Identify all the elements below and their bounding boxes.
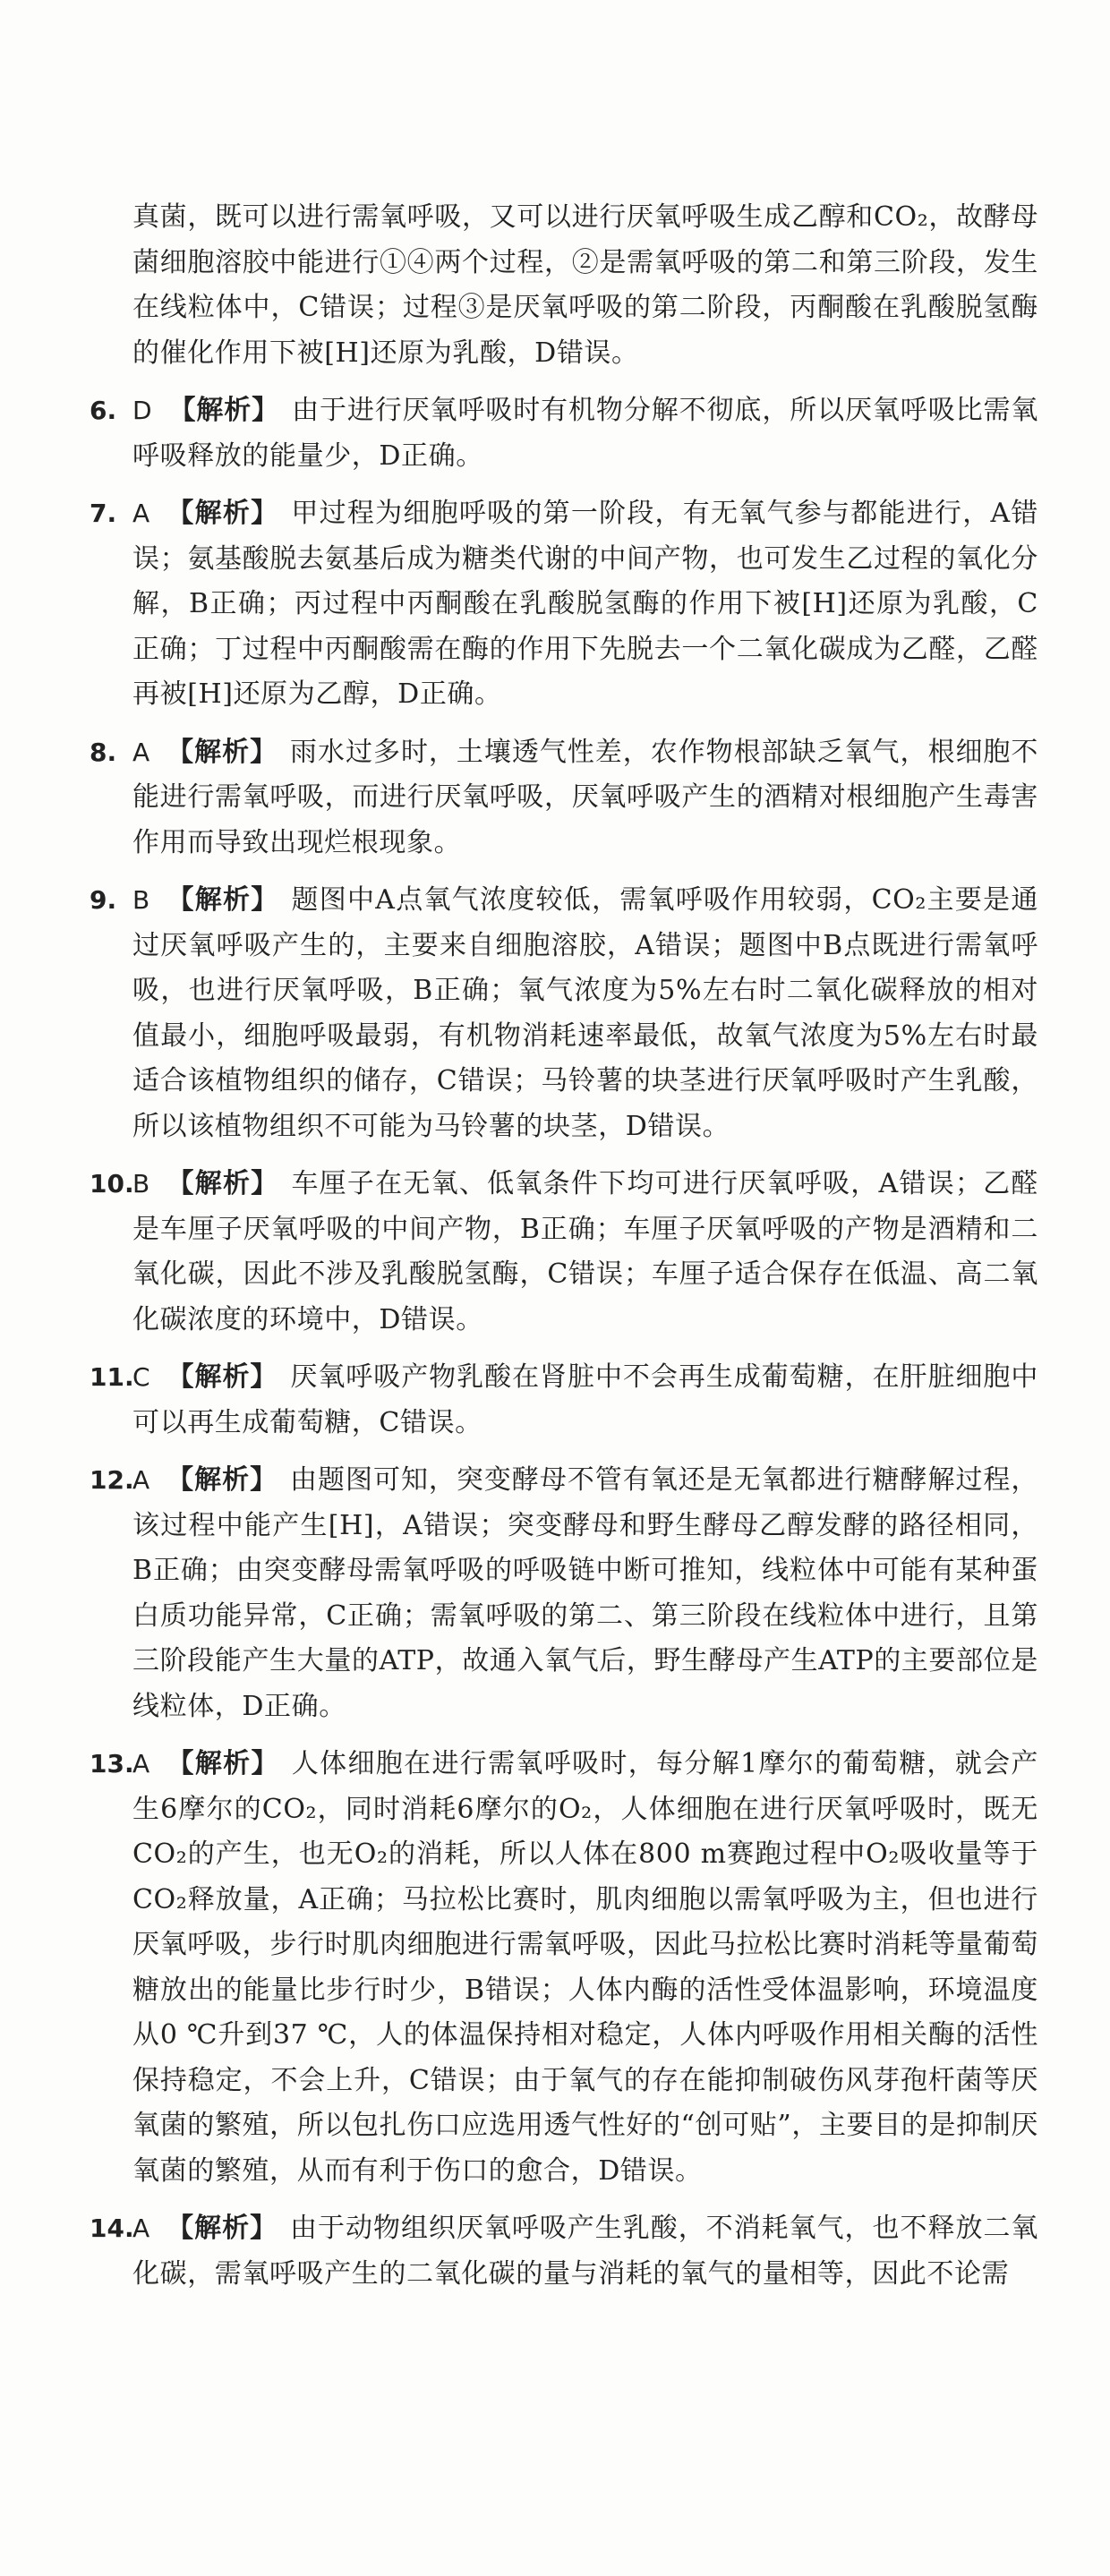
answer-item-12 (90, 1458, 1038, 1729)
analysis-text: 题图中A点氧气浓度较低，需氧呼吸作用较弱，CO₂主要是通过厌氧呼吸产生的，主要来自细胞溶胶，A错误；题图中B点既进行需氧呼吸，也进行厌氧呼吸，B正确；氧气浓度为5%左右时二氧化碳释放的相对值最小，细胞呼吸最弱，有机物消耗速率最低，故氧气浓度为5%左右时最适合该植物组织的储存，C错误；马铃薯的块茎进行厌氧呼吸时产生乳酸，所以该植物组织不可能为马铃薯的块茎，D错误。 (132, 884, 1039, 1142)
item-body (132, 1162, 1038, 1343)
analysis-text: 雨水过多时，土壤透气性差，农作物根部缺乏氧气，根细胞不能进行需氧呼吸，而进行厌氧呼吸，厌氧呼吸产生的酒精对根细胞产生毒害作用而导致出现烂根现象。 (132, 736, 1038, 858)
answer-item-11 (90, 1355, 1038, 1446)
analysis-text: 人体细胞在进行需氧呼吸时，每分解1摩尔的葡萄糖，就会产生6摩尔的CO₂，同时消耗6摩尔的O₂，人体细胞在进行厌氧呼吸时，既无CO₂的产生，也无O₂的消耗，所以人体在800 m赛跑过程中O₂吸收量等于CO₂释放量，A正确；马拉松比赛时，肌肉细胞以需氧呼吸为主，但也进行厌氧呼吸，步行时肌肉细胞进行需氧呼吸，因此马拉松比赛时消耗等量葡萄糖放出的能量比步行时少，B错误；人体内酶的活性受体温影响，环境温度从0 ℃升到37 ℃，人的体温保持相对稳定，人体内呼吸作用相关酶的活性保持稳定，不会上升，C错误；由于氧气的存在能抑制破伤风芽孢杆菌等厌氧菌的繁殖，所以包扎伤口应选用透气性好的“创可贴”，主要目的是抑制厌氧菌的繁殖，从而有利于伤口的愈合，D错误。 (132, 1748, 1038, 2187)
answer-item-6 (90, 388, 1038, 479)
answer-letter: A (132, 499, 150, 528)
answer-letter: A (132, 737, 150, 767)
analysis-text: 由题图可知，突变酵母不管有氧还是无氧都进行糖酵解过程，该过程中能产生[H]，A错误；突变酵母和野生酵母乙醇发酵的路径相同，B正确；由突变酵母需氧呼吸的呼吸链中断可推知，线粒体中可能有某种蛋白质功能异常，C正确；需氧呼吸的第二、第三阶段在线粒体中进行，且第三阶段能产生大量的ATP，故通入氧气后，野生酵母产生ATP的主要部位是线粒体，D正确。 (132, 1464, 1038, 1722)
item-number: 6. (90, 396, 117, 425)
item-body (132, 388, 1038, 479)
item-number: 9. (90, 885, 117, 915)
answer-item-13 (90, 1742, 1038, 2194)
answer-letter: D (132, 396, 153, 425)
item-number: 8. (90, 737, 117, 767)
answer-item-14 (90, 2206, 1038, 2297)
analysis-tag: 【解析】 (166, 2213, 278, 2244)
answer-letter: B (132, 1169, 150, 1198)
item-number: 14. (90, 2213, 134, 2243)
answer-letter: A (132, 1465, 150, 1495)
analysis-tag: 【解析】 (166, 736, 278, 768)
item-body (132, 1355, 1038, 1446)
answer-letter: B (132, 885, 150, 915)
item-number: 12. (90, 1465, 134, 1495)
item-number: 10. (90, 1169, 134, 1198)
analysis-text: 车厘子在无氧、低氧条件下均可进行厌氧呼吸，A错误；乙醛是车厘子厌氧呼吸的中间产物，B正确；车厘子厌氧呼吸的产物是酒精和二氧化碳，因此不涉及乳酸脱氢酶，C错误；车厘子适合保存在低温、高二氧化碳浓度的环境中，D错误。 (132, 1168, 1038, 1335)
analysis-tag: 【解析】 (166, 1464, 278, 1496)
answer-item-7 (90, 491, 1038, 718)
analysis-tag: 【解析】 (166, 498, 279, 529)
answer-explanations (90, 195, 1038, 2297)
item-body (132, 1742, 1038, 2194)
item-number: 7. (90, 499, 117, 528)
answer-item-9 (90, 878, 1038, 1149)
continued-paragraph: 真菌，既可以进行需氧呼吸，又可以进行厌氧呼吸生成乙醇和CO₂，故酵母菌细胞溶胶中能进行①④两个过程，②是需氧呼吸的第二和第三阶段，发生在线粒体中，C错误；过程③是厌氧呼吸的第二阶段，丙酮酸在乳酸脱氢酶的催化作用下被[H]还原为乳酸，D错误。 (132, 201, 1038, 369)
analysis-tag: 【解析】 (166, 1361, 278, 1393)
analysis-text: 由于进行厌氧呼吸时有机物分解不彻底，所以厌氧呼吸比需氧呼吸释放的能量少，D正确。 (132, 395, 1038, 472)
item-number: 13. (90, 1749, 134, 1778)
analysis-tag: 【解析】 (168, 395, 280, 426)
item-body (132, 2206, 1038, 2297)
item-body (132, 730, 1038, 866)
item-body (132, 491, 1038, 718)
analysis-text: 由于动物组织厌氧呼吸产生乳酸，不消耗氧气，也不释放二氧化碳，需氧呼吸产生的二氧化碳的量与消耗的氧气的量相等，因此不论需 (132, 2213, 1038, 2290)
analysis-tag: 【解析】 (166, 884, 279, 916)
answer-item-8 (90, 730, 1038, 866)
analysis-text: 甲过程为细胞呼吸的第一阶段，有无氧气参与都能进行，A错误；氨基酸脱去氨基后成为糖类代谢的中间产物，也可发生乙过程的氧化分解，B正确；丙过程中丙酮酸在乳酸脱氢酶的作用下被[H]还原为乳酸，C正确；丁过程中丙酮酸需在酶的作用下先脱去一个二氧化碳成为乙醛，乙醛再被[H]还原为乙醇，D正确。 (132, 498, 1038, 710)
answer-letter: C (132, 1362, 151, 1392)
analysis-tag: 【解析】 (166, 1748, 279, 1779)
answer-letter: A (132, 1749, 150, 1778)
answer-item-10 (90, 1162, 1038, 1343)
analysis-text: 厌氧呼吸产物乳酸在肾脏中不会再生成葡萄糖，在肝脏细胞中可以再生成葡萄糖，C错误。 (132, 1361, 1038, 1438)
item-body (132, 878, 1038, 1149)
item-number: 11. (90, 1362, 134, 1392)
answer-letter: A (132, 2213, 150, 2243)
item-body (132, 1458, 1038, 1729)
analysis-tag: 【解析】 (166, 1168, 279, 1199)
